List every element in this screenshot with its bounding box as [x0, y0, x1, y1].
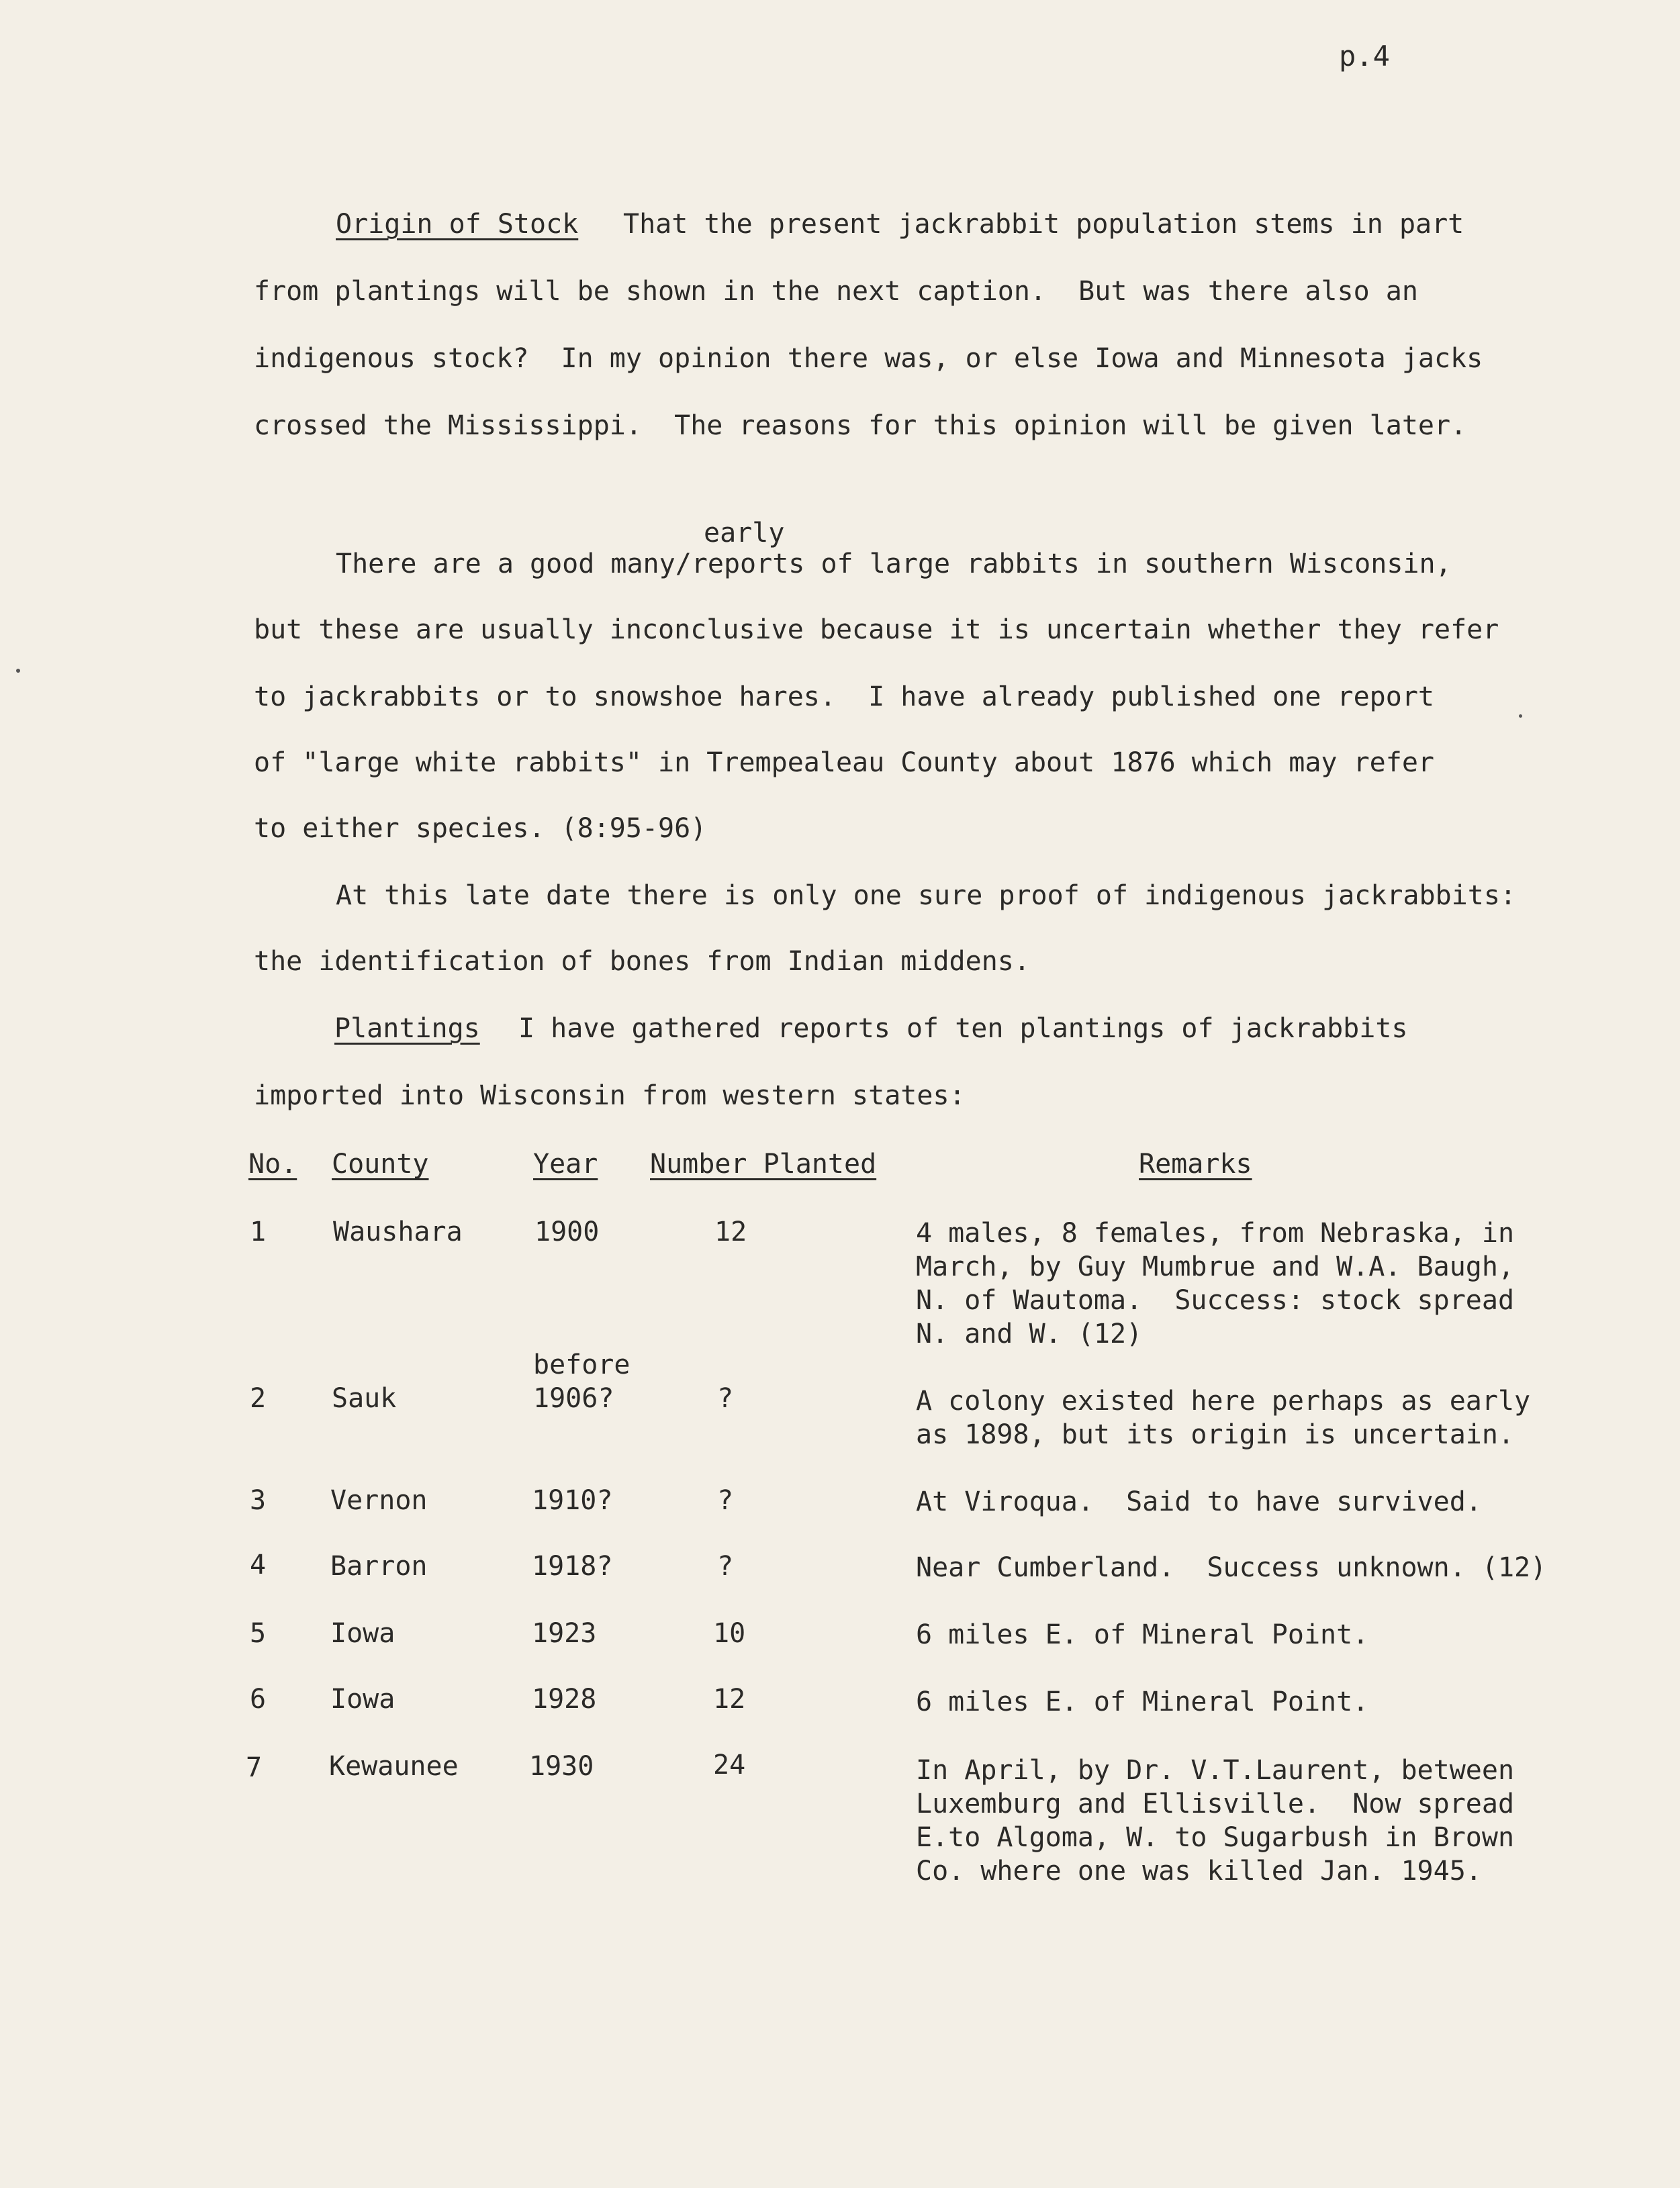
origin-line-2: from plantings will be shown in the next caption. But was there also an: [254, 276, 1418, 307]
reports-line-2: but these are usually inconclusive because it is uncertain whether they refer: [254, 614, 1499, 645]
row-number: ?: [717, 1551, 734, 1582]
row-no: 2: [250, 1383, 267, 1414]
row-county: Iowa: [330, 1684, 395, 1715]
row-number: ?: [717, 1383, 734, 1414]
row-remarks-line: 4 males, 8 females, from Nebraska, in: [916, 1218, 1515, 1249]
row-remarks-line: N. and W. (12): [916, 1319, 1143, 1349]
proof-line-2: the identification of bones from Indian middens.: [254, 946, 1030, 977]
row-remarks-line: March, by Guy Mumbrue and W.A. Baugh,: [916, 1251, 1515, 1282]
row-year: 1930: [529, 1751, 594, 1782]
page-number: p.4: [1339, 40, 1390, 73]
origin-line-4: crossed the Mississippi. The reasons for this opinion will be given later.: [254, 410, 1467, 441]
origin-line-3: indigenous stock? In my opinion there was, or else Iowa and Minnesota jacks: [254, 343, 1483, 374]
row-no: 4: [250, 1550, 267, 1580]
paper-speck: [1519, 714, 1522, 718]
header-year: Year: [533, 1149, 598, 1180]
row-remarks-line: E.to Algoma, W. to Sugarbush in Brown: [916, 1822, 1515, 1853]
header-county: County: [332, 1149, 429, 1180]
header-no: No.: [248, 1149, 297, 1180]
header-remarks: Remarks: [1139, 1149, 1252, 1180]
row-remarks-line: 6 miles E. of Mineral Point.: [916, 1686, 1369, 1717]
reports-line-1: There are a good many/reports of large rabbits in southern Wisconsin,: [336, 549, 1452, 579]
row-remarks-line: N. of Wautoma. Success: stock spread: [916, 1285, 1515, 1316]
row-number: ?: [717, 1485, 734, 1516]
row-number: 12: [713, 1684, 746, 1715]
row-remarks-line: At Viroqua. Said to have survived.: [916, 1486, 1482, 1517]
row-remarks-line: Luxemburg and Ellisville. Now spread: [916, 1789, 1515, 1819]
reports-line-5: to either species. (8:95-96): [254, 813, 707, 844]
paper-speck: [16, 669, 20, 673]
plantings-heading: Plantings: [334, 1013, 480, 1044]
row-year: 1928: [532, 1684, 597, 1715]
origin-heading: Origin of Stock: [336, 209, 579, 240]
header-number-planted: Number Planted: [650, 1149, 877, 1180]
row-no: 7: [246, 1752, 263, 1783]
row-no: 5: [250, 1618, 267, 1649]
row-no: 1: [250, 1217, 267, 1247]
row-remarks-line: Near Cumberland. Success unknown. (12): [916, 1552, 1547, 1583]
proof-line-1: At this late date there is only one sure proof of indigenous jackrabbits:: [336, 880, 1516, 911]
row-year: 1923: [532, 1618, 597, 1649]
row-number: 24: [713, 1750, 746, 1780]
row-remarks-line: 6 miles E. of Mineral Point.: [916, 1619, 1369, 1650]
row-county: Sauk: [332, 1383, 397, 1414]
reports-line-3: to jackrabbits or to snowshoe hares. I have already published one report: [254, 681, 1434, 712]
row-remarks-line: A colony existed here perhaps as early: [916, 1386, 1531, 1417]
reports-line-4: of "large white rabbits" in Trempealeau County about 1876 which may refer: [254, 747, 1434, 778]
row-year: 1910?: [532, 1485, 613, 1516]
row-county: Kewaunee: [329, 1751, 459, 1782]
row-no: 6: [250, 1684, 267, 1715]
row-no: 3: [250, 1485, 267, 1516]
row-county: Barron: [330, 1551, 428, 1582]
plantings-line-2: imported into Wisconsin from western states:: [254, 1080, 966, 1111]
row-year: 1900: [534, 1217, 600, 1247]
insertion-early: early: [704, 518, 785, 549]
row-remarks-line: as 1898, but its origin is uncertain.: [916, 1419, 1515, 1450]
row-remarks-line: In April, by Dr. V.T.Laurent, between: [916, 1755, 1515, 1786]
row-number: 12: [714, 1217, 747, 1247]
row-year: 1906?: [533, 1383, 614, 1414]
row-year-note: before: [533, 1349, 631, 1380]
origin-line-1: That the present jackrabbit population stems in part: [623, 209, 1464, 240]
row-county: Iowa: [330, 1618, 395, 1649]
row-number: 10: [713, 1618, 746, 1649]
row-remarks-line: Co. where one was killed Jan. 1945.: [916, 1856, 1482, 1887]
row-county: Vernon: [330, 1485, 428, 1516]
row-county: Waushara: [333, 1217, 463, 1247]
plantings-line-1: I have gathered reports of ten plantings of jackrabbits: [518, 1013, 1408, 1044]
row-year: 1918?: [532, 1551, 613, 1582]
